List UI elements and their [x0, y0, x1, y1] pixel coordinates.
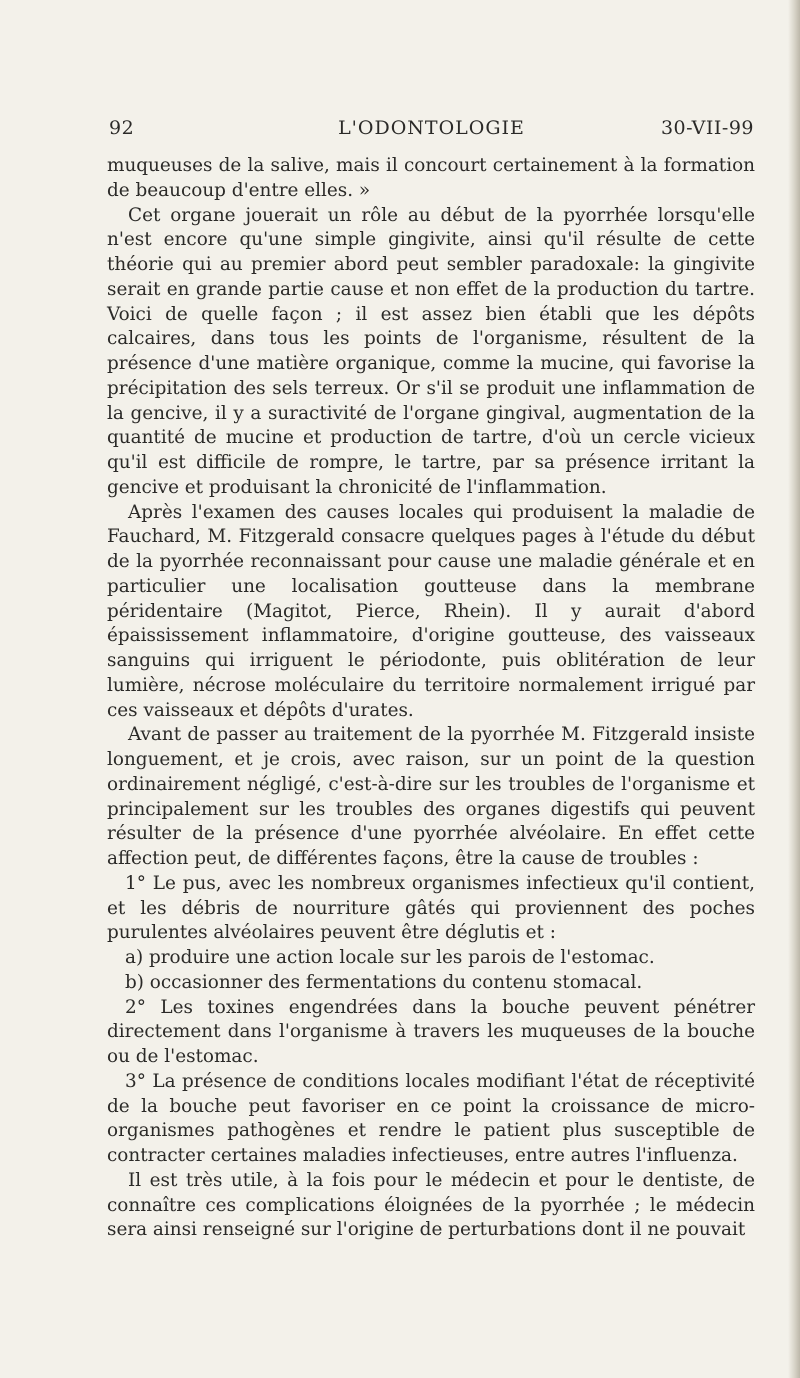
list-item: 3° La présence de conditions locales modifiant l'état de réceptivité de la bouche peut favoriser en ce point la croissance de micro-organismes pathogènes et rendre le patient plus susceptible de contracter certaines maladies infectieuses, entre autres l'influenza.	[107, 1070, 755, 1166]
list-item: 1° Le pus, avec les nombreux organismes infectieux qu'il contient, et les débris de nourriture gâtés qui proviennent des poches purulentes alvéolaires peuvent être déglutis et :	[107, 872, 755, 944]
paragraph: Il est très utile, à la fois pour le médecin et pour le dentiste, de connaître ces complications éloignées de la pyorrhée ; le médecin sera ainsi renseigné sur l'origine de perturbations dont il ne pouvait	[107, 1169, 755, 1241]
list-subitem: b) occasionner des fermentations du contenu stomacal.	[125, 971, 643, 993]
issue-date: 30-VII-99	[660, 117, 754, 139]
paragraph: Après l'examen des causes locales qui produisent la maladie de Fauchard, M. Fitzgerald consacre quelques pages à l'étude du début de la pyorrhée reconnaissant pour cause une maladie générale et en particulier une localisation goutteuse dans la membrane péridentaire (Magitot, Pierce, Rhein). Il y aurait d'abord épaississement inflammatoire, d'origine goutteuse, des vaisseaux sanguins qui irriguent le périodonte, puis oblitération de leur lumière, nécrose moléculaire du territoire normalement irrigué par ces vaisseaux et dépôts d'urates.	[107, 501, 755, 721]
page-edge-shadow	[788, 0, 800, 1378]
paragraph: Cet organe jouerait un rôle au début de la pyorrhée lorsqu'elle n'est encore qu'une simple gingivite, ainsi qu'il résulte de cette théorie qui au premier abord peut sembler paradoxale: la gingivite serait en grande partie cause et non effet de la production du tartre. Voici de quelle façon ; il est assez bien établi que les dépôts calcaires, dans tous les points de l'organisme, résultent de la présence d'une matière organique, comme la mucine, qui favorise la précipitation des sels terreux. Or s'il se produit une inflammation de la gencive, il y a suractivité de l'organe gingival, augmentation de la quantité de mucine et production de tartre, d'où un cercle vicieux qu'il est difficile de rompre, le tartre, par sa présence irritant la gencive et produisant la chronicité de l'inflammation.	[107, 204, 755, 498]
journal-title: L'ODONTOLOGIE	[338, 117, 525, 139]
paragraph: Avant de passer au traitement de la pyorrhée M. Fitzgerald insiste longuement, et je crois, avec raison, sur un point de la question ordinairement négligé, c'est-à-dire sur les troubles de l'organisme et principalement sur les troubles des organes digestifs qui peuvent résulter de la présence d'une pyorrhée alvéolaire. En effet cette affection peut, de différentes façons, être la cause de troubles :	[107, 724, 755, 869]
list-subitem: a) produire une action locale sur les parois de l'estomac.	[125, 947, 655, 968]
page-number: 92	[109, 117, 135, 139]
paragraph-continuation: muqueuses de la salive, mais il concourt certainement à la formation de beaucoup d'entre elles. »	[107, 155, 755, 201]
article-body	[107, 154, 755, 1243]
running-header	[109, 117, 754, 145]
list-item: 2° Les toxines engendrées dans la bouche peuvent pénétrer directement dans l'organisme à travers les muqueuses de la bouche ou de l'estomac.	[107, 996, 755, 1067]
